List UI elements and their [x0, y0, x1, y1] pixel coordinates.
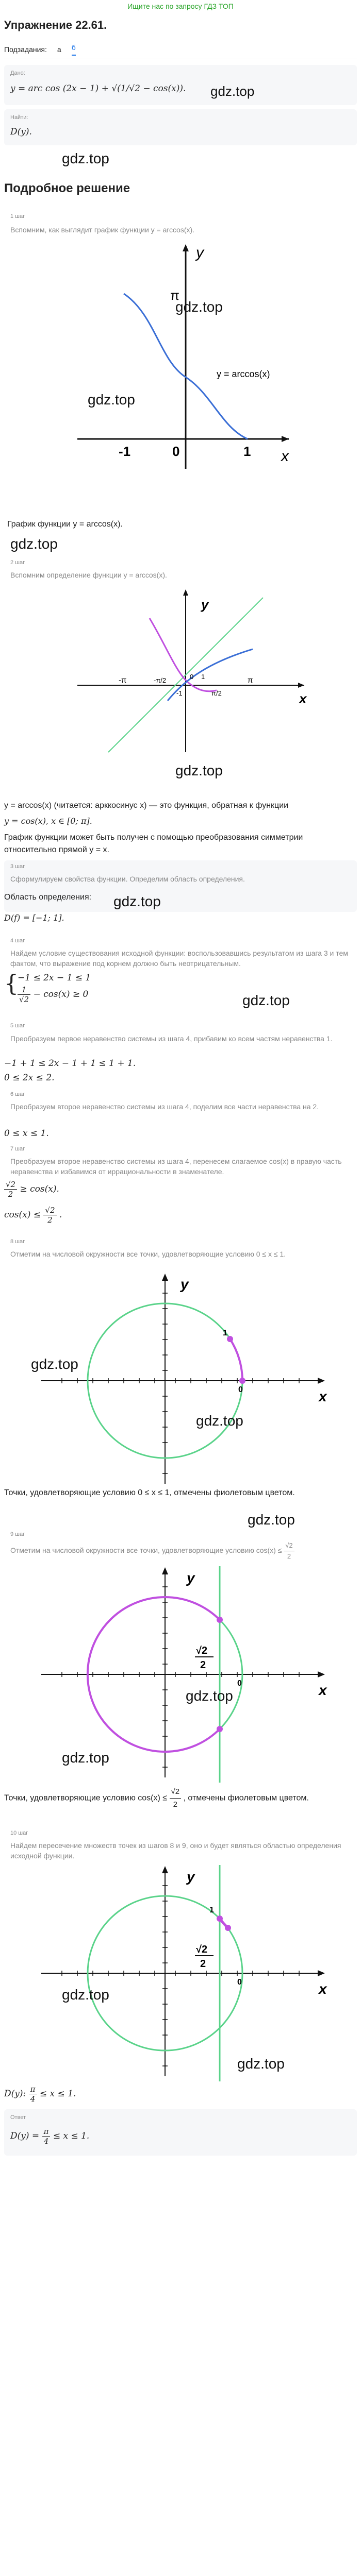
step3-card [4, 860, 357, 912]
step8-caption: Точки, удовлетворяющие условию 0 ≤ x ≤ 1, отмечены фиолетовым цветом. [4, 1488, 295, 1497]
step10-label: 10 шаг [10, 1830, 28, 1836]
step8-text: Отметим на числовой окружности все точки, удовлетворяющие условию 0 ≤ x ≤ 1. [10, 1250, 286, 1258]
frac-num: √2 [170, 1786, 182, 1799]
point-label: 0 [237, 1679, 242, 1688]
frac-den: 4 [30, 2094, 36, 2104]
y-axis-label: y [187, 1869, 195, 1885]
watermark: gdz.top [210, 83, 255, 99]
step4-sys1: −1 ≤ 2x − 1 ≤ 1 [18, 973, 91, 983]
frac-num: 1 [18, 985, 30, 995]
watermark: gdz.top [62, 1750, 109, 1766]
step7-l2-tail: . [59, 1210, 62, 1220]
step8-label: 8 шаг [10, 1239, 25, 1245]
find-label: Найти: [10, 114, 28, 121]
step9-text: Отметим на числовой окружности все точки, удовлетворяющие условию cos(x) ≤ [10, 1546, 282, 1555]
watermark: gdz.top [175, 299, 223, 315]
step6-label: 6 шаг [10, 1091, 25, 1097]
tick-label: -π [119, 676, 127, 685]
tick-label: π [248, 676, 253, 685]
step9-caption-tail: , отмечены фиолетовым цветом. [183, 1793, 309, 1803]
step10-text: Найдем пересечение множеств точек из шагов 8 и 9, оно и будет являться областью определения исходной функции. [10, 1841, 341, 1860]
tick-label: -1 [176, 689, 183, 697]
step7-l1 [4, 1180, 59, 1199]
subtab-a[interactable]: a [57, 45, 61, 54]
watermark: gdz.top [62, 150, 109, 166]
step4-sys2 [18, 985, 88, 1004]
step9-text-wrap [10, 1540, 351, 1562]
step5-label: 5 шаг [10, 1023, 25, 1029]
watermark: gdz.top [62, 1987, 109, 2003]
watermark: gdz.top [237, 2056, 285, 2072]
step6-l1: 0 ≤ x ≤ 1. [4, 1128, 49, 1139]
x-axis-label: x [299, 691, 307, 706]
given-label: Дано: [10, 70, 25, 76]
point-label: 0 [238, 1385, 243, 1394]
answer-expr [10, 2127, 89, 2146]
arccos-graph [77, 242, 294, 469]
solution-title: Подробное решение [4, 181, 130, 195]
watermark: gdz.top [242, 992, 290, 1008]
step1-caption: График функции y = arccos(x). [7, 520, 123, 529]
step3-domain: D(f) = [−1; 1]. [4, 913, 64, 923]
point-label: 1 [209, 1906, 214, 1914]
watermark: gdz.top [186, 1688, 233, 1704]
arccos-symmetry-graph [77, 587, 309, 757]
step10-result-tail: ≤ x ≤ 1. [39, 2089, 76, 2099]
step7-l1-tail: ≥ cos(x). [20, 1184, 59, 1194]
tick-label: 1 [243, 444, 251, 459]
y-axis-label: y [187, 1570, 195, 1586]
frac-den: 2 [173, 1800, 177, 1809]
x-axis-label: x [281, 448, 289, 465]
frac-den: 2 [200, 1958, 206, 1970]
watermark: gdz.top [31, 1356, 78, 1372]
answer-card [4, 2109, 357, 2156]
system-brace: { [4, 971, 19, 997]
frac-num: π [29, 2084, 37, 2094]
step3-domain-title: Область определения: [4, 893, 92, 902]
point-label: 1 [223, 1329, 227, 1337]
x-axis-label: x [319, 1981, 327, 1997]
frac-den: 2 [8, 1190, 13, 1199]
watermark: gdz.top [175, 762, 223, 778]
y-axis-label: y [180, 1276, 189, 1292]
watermark: gdz.top [10, 536, 58, 552]
answer-tail: ≤ x ≤ 1. [53, 2131, 90, 2141]
answer-label: Ответ [10, 2114, 26, 2121]
frac-den: 2 [47, 1215, 53, 1225]
frac-num: √2 [43, 1206, 56, 1215]
page-title: Упражнение 22.61. [4, 19, 107, 31]
find-expr: D(y). [10, 127, 32, 137]
step5-text: Преобразуем первое неравенство системы из шага 4, прибавим ко всем частям неравенства 1. [10, 1035, 333, 1043]
step4-sys2-tail: − cos(x) ≥ 0 [33, 989, 89, 999]
step4-text: Найдем условие существования исходной функции: воспользовавшись результатом из шага 3 и тем фактом, что выражение под корнем должно быть неотрицательным. [10, 949, 348, 968]
frac-den: 4 [43, 2137, 49, 2146]
step7-l2 [4, 1206, 62, 1225]
frac-den: √2 [19, 995, 29, 1004]
y-axis-label: y [201, 597, 209, 612]
unit-circle-step8 [41, 1273, 330, 1489]
x-axis-label: x [319, 1388, 327, 1404]
frac-den: 2 [287, 1552, 291, 1560]
pi-label: π [170, 287, 179, 303]
step7-l2-head: cos(x) ≤ [4, 1210, 41, 1220]
frac-den: 2 [200, 1659, 206, 1671]
subtabs [4, 43, 76, 56]
step9-label: 9 шаг [10, 1531, 25, 1537]
unit-circle-step10 [41, 1865, 330, 2081]
step7-text: Преобразуем второе неравенство системы из шага 4, перенесем слагаемое cos(x) в правую часть неравенства и избавимся от иррациональности в знаменателе. [10, 1157, 342, 1176]
y-axis-label: y [196, 244, 204, 261]
step2-para2: y = cos(x), x ∈ [0; π]. [4, 816, 92, 826]
tick-label: 0 [172, 444, 180, 459]
watermark: gdz.top [88, 392, 135, 408]
subtab-b[interactable]: б [72, 43, 76, 56]
step2-para3: График функции может быть получен с помощью преобразования симметрии относительно прямой y = x. [4, 833, 303, 854]
top-search-link[interactable]: Ищите нас по запросу ГДЗ ТОП [127, 2, 234, 10]
given-card [4, 65, 357, 105]
step10-result-head: D(y): [4, 2089, 26, 2099]
step5-l1: −1 + 1 ≤ 2x − 1 + 1 ≤ 1 + 1. [4, 1058, 136, 1069]
point-label: 0 [237, 1978, 242, 1987]
frac-num: √2 [284, 1540, 294, 1551]
step3-label: 3 шаг [10, 863, 25, 870]
step2-para1: y = arccos(x) (читается: арккосинус x) — это функция, обратная к функции [4, 801, 289, 810]
curve-label: y = arccos(x) [217, 369, 270, 379]
step2-text: Вспомним определение функции y = arccos(x). [10, 571, 167, 579]
find-card [4, 109, 357, 145]
tick-label: 0 [190, 673, 194, 681]
step9-caption [4, 1786, 355, 1811]
tick-label: π/2 [211, 689, 222, 697]
watermark: gdz.top [196, 1413, 243, 1429]
step1-text: Вспомним, как выглядит график функции y = arccos(x). [10, 226, 195, 234]
x-axis-label: x [319, 1682, 327, 1698]
tick-label: -π/2 [154, 676, 167, 684]
step5-l2: 0 ≤ 2x ≤ 2. [4, 1073, 55, 1083]
given-expr: y = arc cos (2x − 1) + √(1/√2 − cos(x)). [10, 83, 186, 94]
step3-text: Сформулируем свойства функции. Определим область определения. [10, 875, 245, 883]
watermark: gdz.top [248, 1512, 295, 1528]
step7-label: 7 шаг [10, 1146, 25, 1152]
subtabs-label: Подзадания: [4, 45, 47, 54]
answer-head: D(y) = [10, 2131, 40, 2141]
step1-label: 1 шаг [10, 213, 25, 219]
frac-num: √2 [4, 1180, 17, 1190]
frac-num: √2 [196, 1944, 208, 1955]
frac-num: π [42, 2127, 51, 2137]
step9-caption-head: Точки, удовлетворяющие условию cos(x) ≤ [4, 1793, 168, 1803]
step4-label: 4 шаг [10, 938, 25, 944]
step10-result [4, 2084, 76, 2104]
step2-label: 2 шаг [10, 560, 25, 566]
watermark: gdz.top [113, 893, 161, 909]
tick-label: -1 [119, 444, 131, 459]
frac-num: √2 [196, 1645, 208, 1656]
step6-text: Преобразуем второе неравенство системы из шага 4, поделим все части неравенства на 2. [10, 1103, 319, 1111]
tick-label: 1 [201, 673, 205, 681]
